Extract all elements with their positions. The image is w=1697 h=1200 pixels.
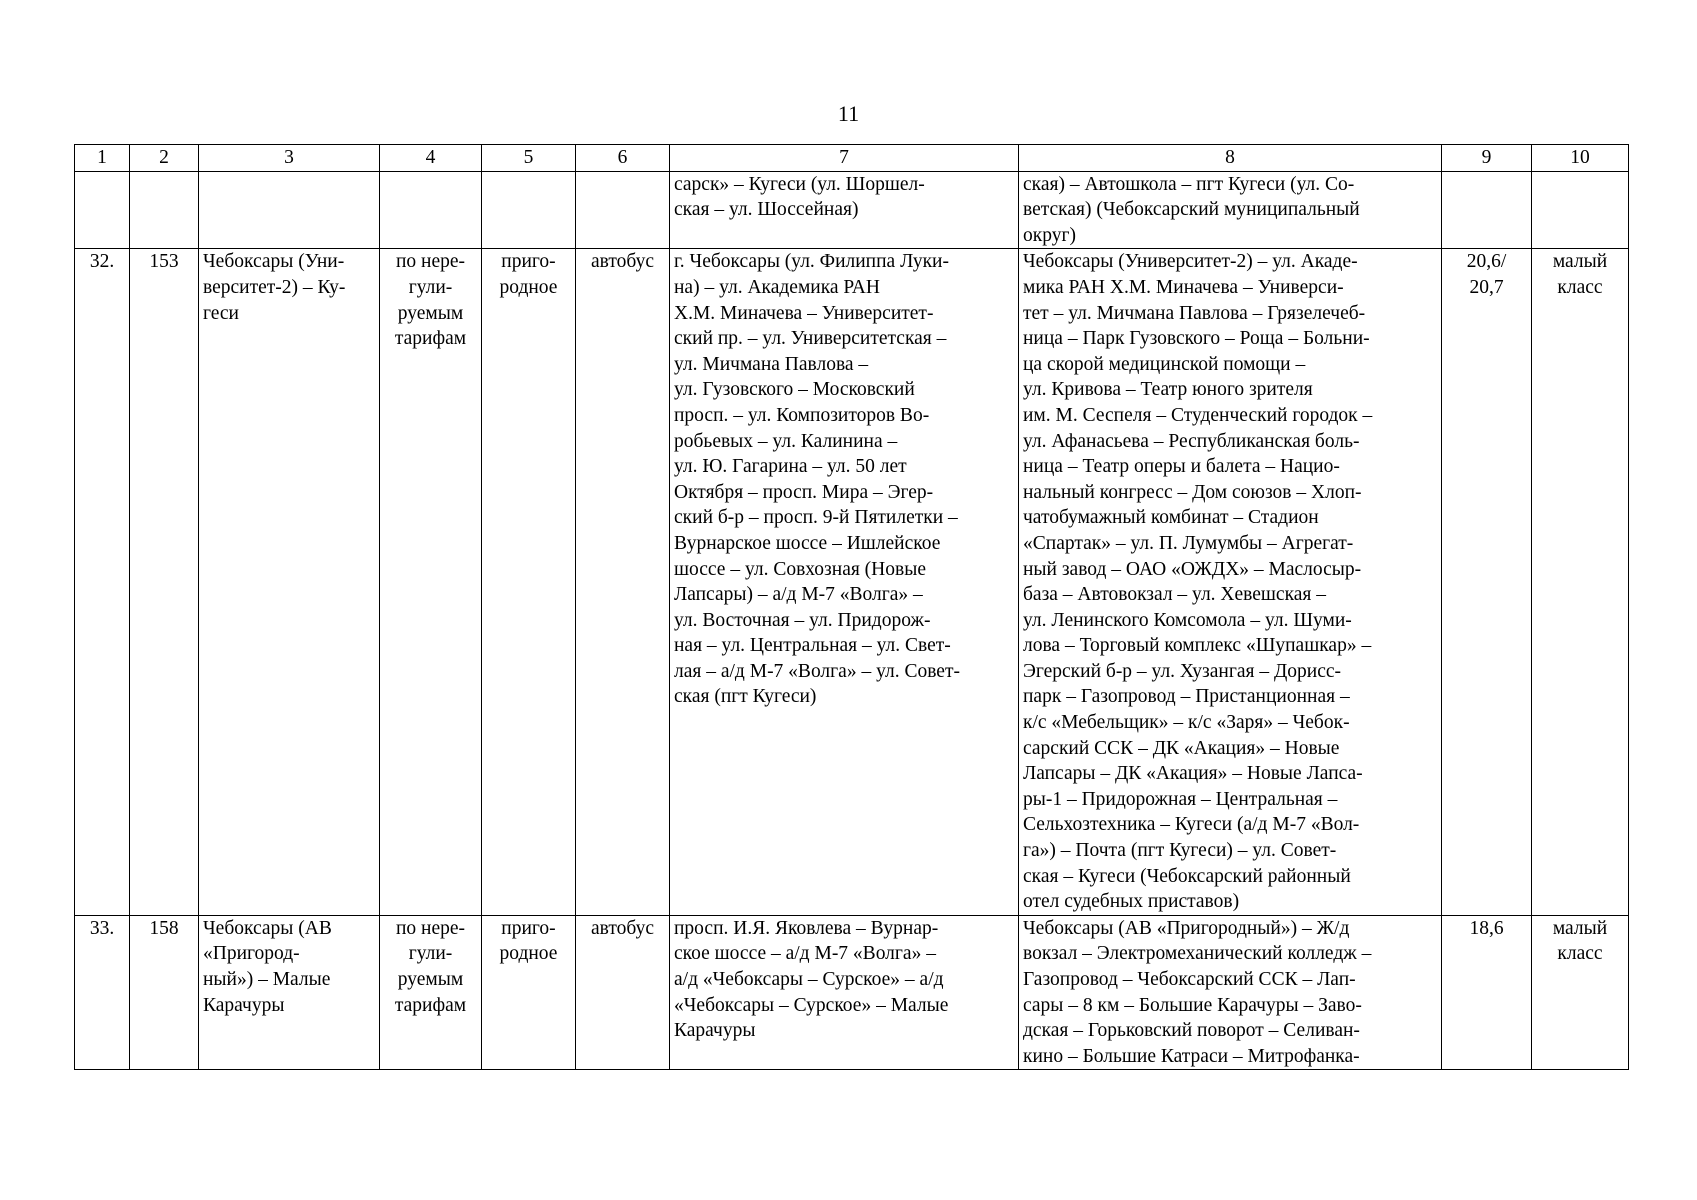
column-header-3: 3 (199, 145, 380, 172)
vehicle-class: малый класс (1532, 915, 1629, 1070)
table-row (75, 171, 1629, 249)
table-header (75, 145, 1629, 172)
row-number: 33. (75, 915, 130, 1070)
page-number: 11 (837, 101, 860, 126)
row-number (75, 171, 130, 249)
route-length (1442, 171, 1532, 249)
route-length: 18,6 (1442, 915, 1532, 1070)
vehicle-type: автобус (576, 249, 670, 915)
route-stops: Чебоксары (Университет-2) – ул. Акаде- мика РАН Х.М. Миначева – Универси- тет – ул. Мичмана Павлова – Грязелечеб- ница – Парк Гузовского – Роща – Больни- ца скорой медицинской помощи – ул. Кривова – Театр юного зрителя им. М. Сеспеля – Студенческий городок – ул. Афанасьева – Республиканская боль- ница – Театр оперы и балета – Нацио- нальный конгресс – Дом союзов – Хлоп- чатобумажный комбинат – Стадион «Спартак» – ул. П. Лумумбы – Агрегат- ный завод – ОАО «ОЖДХ» – Маслосыр- база – Автовокзал – ул. Хевешская – ул. Ленинского Комсомола – ул. Шуми- лова – Торговый комплекс «Шупашкар» – Эгерский б-р – ул. Хузангая – Дорисс- парк – Газопровод – Пристанционная – к/с «Мебельщик» – к/с «Заря» – Чебок- сарский ССК – ДК «Акация» – Новые Лапсары – ДК «Акация» – Новые Лапса- ры-1 – Придорожная – Центральная – Сельхозтехника – Кугеси (а/д М-7 «Вол- га») – Почта (пгт Кугеси) – ул. Совет- ская – Кугеси (Чебоксарский районный отел судебных приставов) (1019, 249, 1442, 915)
route-type: приго- родное (482, 915, 576, 1070)
vehicle-class (1532, 171, 1629, 249)
row-number: 32. (75, 249, 130, 915)
column-header-8: 8 (1019, 145, 1442, 172)
route-streets: сарск» – Кугеси (ул. Шоршел- ская – ул. Шоссейная) (670, 171, 1019, 249)
route-name: Чебоксары (Уни- верситет-2) – Ку- геси (199, 249, 380, 915)
route-name: Чебоксары (АВ «Пригород- ный») – Малые Карачуры (199, 915, 380, 1070)
route-streets: г. Чебоксары (ул. Филиппа Луки- на) – ул. Академика РАН Х.М. Миначева – Университет- ский пр. – ул. Университетская – ул. Мичмана Павлова – ул. Гузовского – Московский просп. – ул. Композиторов Во- робьевых – ул. Калинина – ул. Ю. Гагарина – ул. 50 лет Октября – просп. Мира – Эгер- ский б-р – просп. 9-й Пятилетки – Вурнарское шоссе – Ишлейское шоссе – ул. Совхозная (Новые Лапсары) – а/д М-7 «Волга» – ул. Восточная – ул. Придорож- ная – ул. Центральная – ул. Свет- лая – а/д М-7 «Волга» – ул. Совет- ская (пгт Кугеси) (670, 249, 1019, 915)
header-row (75, 145, 1629, 172)
vehicle-type: автобус (576, 915, 670, 1070)
routes-table (74, 144, 1629, 1070)
route-streets: просп. И.Я. Яковлева – Вурнар- ское шоссе – а/д М-7 «Волга» – а/д «Чебоксары – Сурское» – а/д «Чебоксары – Сурское» – Малые Карачуры (670, 915, 1019, 1070)
route-length: 20,6/ 20,7 (1442, 249, 1532, 915)
tariff-type: по нере- гули- руемым тарифам (380, 249, 482, 915)
column-header-5: 5 (482, 145, 576, 172)
column-header-4: 4 (380, 145, 482, 172)
table-row (75, 249, 1629, 915)
tariff-type (380, 171, 482, 249)
route-number: 153 (130, 249, 199, 915)
column-header-2: 2 (130, 145, 199, 172)
route-number (130, 171, 199, 249)
route-name (199, 171, 380, 249)
route-number: 158 (130, 915, 199, 1070)
vehicle-class: малый класс (1532, 249, 1629, 915)
column-header-9: 9 (1442, 145, 1532, 172)
column-header-7: 7 (670, 145, 1019, 172)
route-type: приго- родное (482, 249, 576, 915)
column-header-10: 10 (1532, 145, 1629, 172)
column-header-6: 6 (576, 145, 670, 172)
column-header-1: 1 (75, 145, 130, 172)
vehicle-type (576, 171, 670, 249)
tariff-type: по нере- гули- руемым тарифам (380, 915, 482, 1070)
route-stops: ская) – Автошкола – пгт Кугеси (ул. Со- ветская) (Чебоксарский муниципальный округ) (1019, 171, 1442, 249)
table-row (75, 915, 1629, 1070)
route-stops: Чебоксары (АВ «Пригородный») – Ж/д вокзал – Электромеханический колледж – Газопровод – Чебоксарский ССК – Лап- сары – 8 км – Большие Карачуры – Заво- дская – Горьковский поворот – Селиван- кино – Большие Катраси – Митрофанка- (1019, 915, 1442, 1070)
table-body (75, 171, 1629, 1070)
route-type (482, 171, 576, 249)
